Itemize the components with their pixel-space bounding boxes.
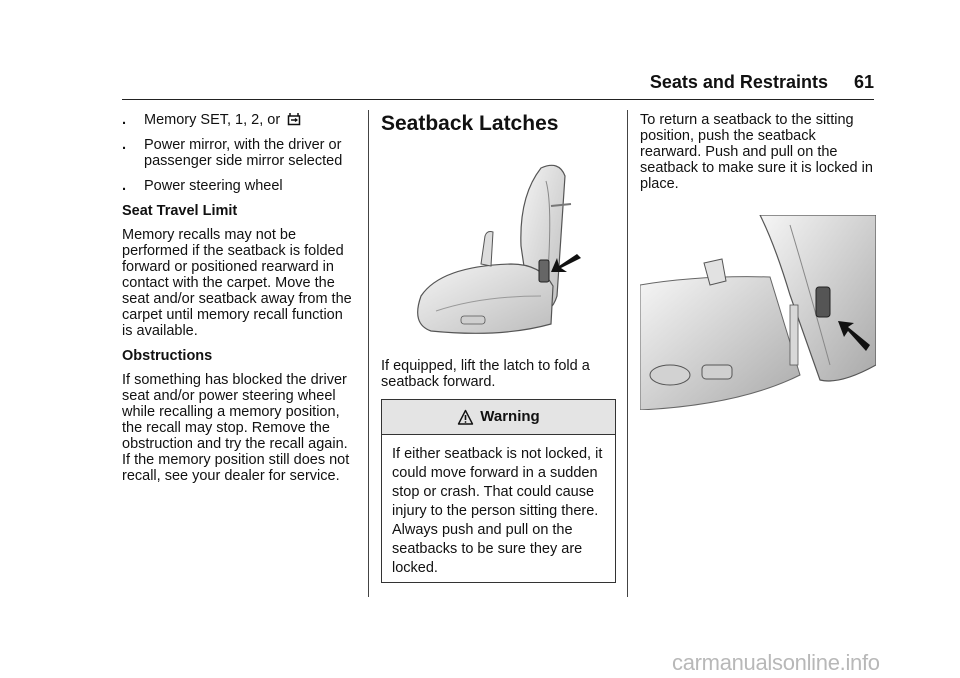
warning-text: If either seatback is not locked, it could move forward in a sudden stop or crash. That could cause injury to the person sitting there. Always push and pull on the seatbacks to be sure they are locked. <box>392 446 603 576</box>
seatback-intro-text: If equipped, lift the latch to fold a seatback forward. <box>381 358 590 390</box>
bullet-text: Power steering wheel <box>144 178 283 194</box>
column-divider <box>627 110 628 597</box>
warning-title: Warning <box>480 408 540 425</box>
watermark: carmanualsonline.info <box>672 650 880 675</box>
bullet-text: Power mirror, with the driver or passenger side mirror selected <box>144 137 343 169</box>
column-middle <box>381 112 616 583</box>
seat-travel-heading: Seat Travel Limit <box>122 203 238 219</box>
section-title: Seats and Restraints <box>649 72 828 92</box>
column-left <box>122 112 357 493</box>
seat-latch-illustration <box>381 146 616 336</box>
memory-seat-exit-icon <box>287 112 301 126</box>
column-divider <box>368 110 369 597</box>
page-number: 61 <box>853 72 874 92</box>
header-rule <box>122 99 874 100</box>
list-item: . Memory SET, 1, 2, or <box>122 112 357 128</box>
seat-travel-text: Memory recalls may not be performed if the seatback is folded forward or positioned rearward in contact with the carpet. Move the seat and/or seatback away from the carpet until memory recall function is available. <box>122 227 352 339</box>
list-item: . Power mirror, with the driver or passenger side mirror selected <box>122 137 357 169</box>
list-item: . Power steering wheel <box>122 178 283 194</box>
seat-return-illustration <box>640 215 876 410</box>
warning-box <box>381 399 616 583</box>
seatback-latches-heading: Seatback Latches <box>381 112 559 135</box>
page-header <box>640 72 874 96</box>
bullet-text: Memory SET, 1, 2, or <box>144 112 281 128</box>
warning-header <box>382 400 615 435</box>
column-right <box>640 112 876 414</box>
obstructions-text: If something has blocked the driver seat and/or power steering wheel while recalling a memory position, the recall may stop. Remove the obstruction and try the recall again. If the memory position still does not recall, see your dealer for service. <box>122 372 350 484</box>
warning-triangle-icon <box>457 409 474 426</box>
return-seatback-text: To return a seatback to the sitting position, push the seatback rearward. Push and pull on the seatback to make sure it is locked in place. <box>640 112 873 192</box>
obstructions-heading: Obstructions <box>122 348 213 364</box>
